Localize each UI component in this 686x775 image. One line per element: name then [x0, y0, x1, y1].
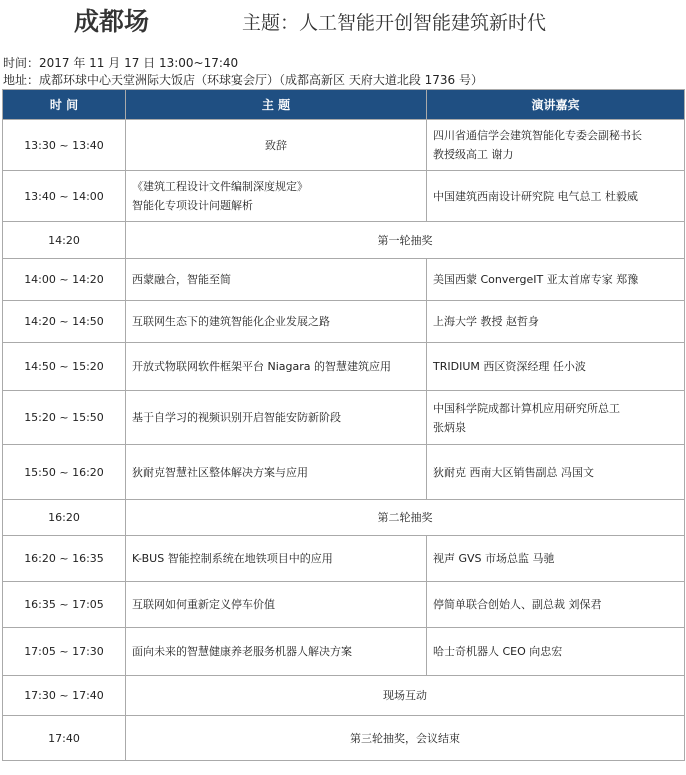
topic-line: 智能化专项设计问题解析 — [132, 199, 253, 212]
agenda-row — [3, 676, 685, 716]
header-topic: 主 题 — [126, 90, 427, 120]
topic-line: 互联网生态下的建筑智能化企业发展之路 — [132, 315, 330, 328]
agenda-header-row — [3, 90, 685, 120]
row-speaker — [427, 120, 685, 171]
row-time: 17:30 ~ 17:40 — [3, 676, 126, 716]
speaker-line: 美国西蒙 ConvergeIT 亚太首席专家 郑豫 — [433, 273, 639, 286]
agenda-row — [3, 343, 685, 391]
row-topic — [126, 171, 427, 222]
row-speaker — [427, 391, 685, 445]
speaker-line: TRIDIUM 西区资深经理 任小波 — [433, 360, 586, 373]
row-topic — [126, 536, 427, 582]
agenda-row — [3, 301, 685, 343]
row-topic — [126, 391, 427, 445]
topic-line: 西蒙融合，智能至简 — [132, 273, 231, 286]
agenda-row — [3, 582, 685, 628]
row-event: 第三轮抽奖，会议结束 — [126, 716, 685, 761]
row-speaker — [427, 259, 685, 301]
agenda-row — [3, 222, 685, 259]
agenda-row — [3, 120, 685, 171]
row-speaker — [427, 343, 685, 391]
agenda-body — [3, 120, 685, 761]
row-topic — [126, 582, 427, 628]
row-topic — [126, 445, 427, 500]
row-event: 现场互动 — [126, 676, 685, 716]
row-topic — [126, 120, 427, 171]
row-time: 13:40 ~ 14:00 — [3, 171, 126, 222]
event-time: 时间：2017 年 11 月 17 日 13:00~17:40 — [3, 56, 239, 70]
agenda-row — [3, 500, 685, 536]
agenda-row — [3, 628, 685, 676]
row-event: 第一轮抽奖 — [126, 222, 685, 259]
topic-line: 开放式物联网软件框架平台 Niagara 的智慧建筑应用 — [132, 360, 392, 373]
speaker-line: 狄耐克 西南大区销售副总 冯国文 — [433, 465, 594, 479]
agenda-row — [3, 716, 685, 761]
row-speaker — [427, 536, 685, 582]
row-time: 14:20 ~ 14:50 — [3, 301, 126, 343]
agenda-row — [3, 536, 685, 582]
row-speaker — [427, 171, 685, 222]
row-topic — [126, 628, 427, 676]
speaker-line: 张炳泉 — [433, 420, 466, 434]
row-time: 13:30 ~ 13:40 — [3, 120, 126, 171]
row-time: 15:20 ~ 15:50 — [3, 391, 126, 445]
row-speaker — [427, 582, 685, 628]
row-event: 第二轮抽奖 — [126, 500, 685, 536]
row-time: 16:20 ~ 16:35 — [3, 536, 126, 582]
topic-line: 致辞 — [265, 138, 287, 152]
topic-line: 《建筑工程设计文件编制深度规定》 — [132, 180, 308, 193]
row-speaker — [427, 628, 685, 676]
venue-title: 成都场 — [74, 7, 150, 36]
speaker-line: 中国建筑西南设计研究院 电气总工 杜毅威 — [433, 189, 638, 203]
speaker-line: 哈士奇机器人 CEO 向忠宏 — [433, 645, 563, 658]
theme-title: 主题：人工智能开创智能建筑新时代 — [242, 12, 547, 34]
row-time: 16:35 ~ 17:05 — [3, 582, 126, 628]
speaker-line: 四川省通信学会建筑智能化专委会副秘书长 — [433, 129, 642, 142]
header-time: 时 间 — [3, 90, 126, 120]
agenda-table — [2, 89, 685, 761]
page-header — [0, 0, 686, 44]
row-time: 14:20 — [3, 222, 126, 259]
row-time: 17:05 ~ 17:30 — [3, 628, 126, 676]
row-topic — [126, 301, 427, 343]
row-time: 16:20 — [3, 500, 126, 536]
row-speaker — [427, 445, 685, 500]
topic-line: 互联网如何重新定义停车价值 — [132, 598, 275, 611]
header-speaker: 演讲嘉宾 — [427, 90, 685, 120]
row-topic — [126, 343, 427, 391]
row-time: 17:40 — [3, 716, 126, 761]
row-topic — [126, 259, 427, 301]
agenda-row — [3, 259, 685, 301]
topic-line: 基于自学习的视频识别开启智能安防新阶段 — [132, 411, 341, 424]
row-time: 14:00 ~ 14:20 — [3, 259, 126, 301]
agenda-row — [3, 445, 685, 500]
speaker-line: 视声 GVS 市场总监 马驰 — [433, 552, 555, 565]
row-speaker — [427, 301, 685, 343]
event-address: 地址：成都环球中心天堂洲际大饭店（环球宴会厅）（成都高新区 天府大道北段 1736 号） — [3, 73, 483, 87]
row-time: 14:50 ~ 15:20 — [3, 343, 126, 391]
topic-line: K-BUS 智能控制系统在地铁项目中的应用 — [132, 552, 333, 565]
topic-line: 狄耐克智慧社区整体解决方案与应用 — [132, 465, 308, 479]
agenda-row — [3, 391, 685, 445]
speaker-line: 教授级高工 谢力 — [433, 148, 514, 161]
speaker-line: 停简单联合创始人、副总裁 刘保君 — [433, 598, 602, 611]
agenda-row — [3, 171, 685, 222]
row-time: 15:50 ~ 16:20 — [3, 445, 126, 500]
speaker-line: 上海大学 教授 赵哲身 — [433, 315, 539, 328]
speaker-line: 中国科学院成都计算机应用研究所总工 — [433, 401, 620, 415]
topic-line: 面向未来的智慧健康养老服务机器人解决方案 — [132, 645, 352, 658]
